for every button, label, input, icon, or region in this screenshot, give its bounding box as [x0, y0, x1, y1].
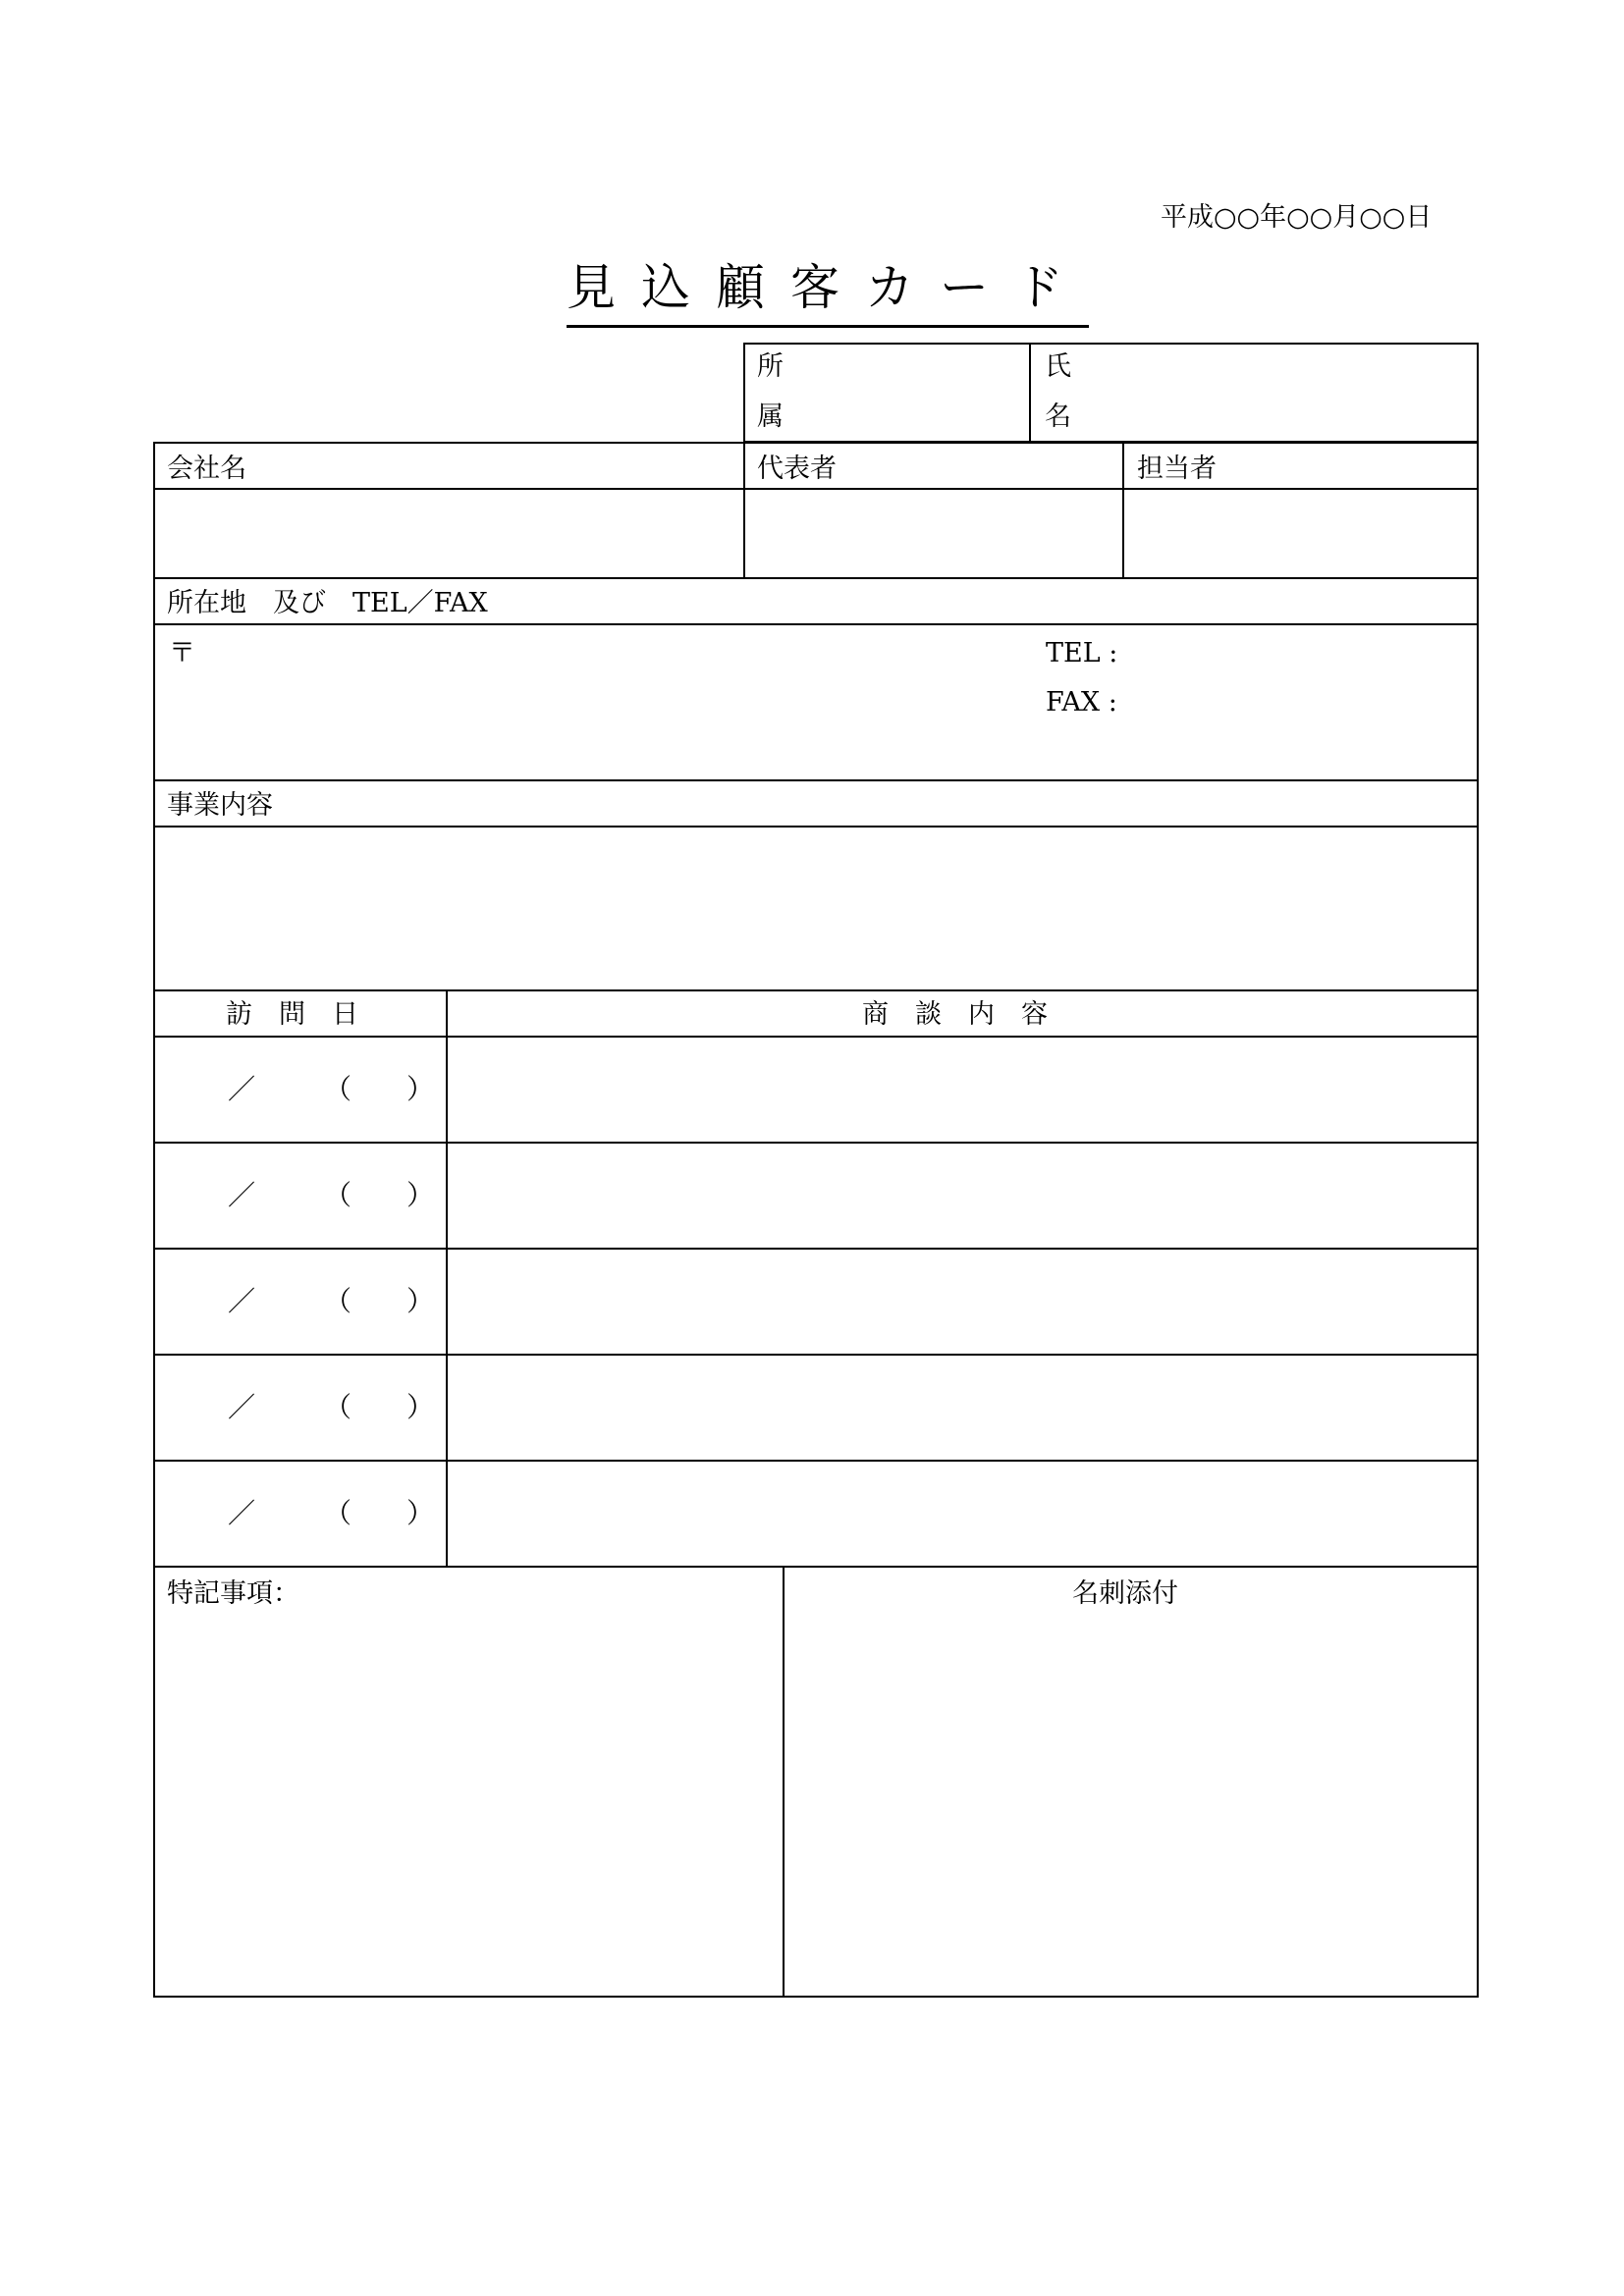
- representative-label: 代表者: [757, 454, 837, 484]
- rule: [153, 1566, 1479, 1568]
- business-card-label: 名刺添付: [1072, 1578, 1178, 1609]
- name-field[interactable]: [1080, 346, 1473, 440]
- tel-field[interactable]: [1129, 630, 1473, 671]
- dept-label-1: 所: [757, 351, 784, 382]
- rule: [446, 989, 448, 1566]
- visit-date-field[interactable]: [157, 1040, 442, 1140]
- rule: [783, 1566, 785, 1998]
- contact-person-field[interactable]: [1126, 492, 1475, 575]
- fax-label: FAX :: [1046, 687, 1117, 718]
- company-name-label: 会社名: [167, 454, 246, 484]
- visit-date-slash: ／: [228, 1391, 256, 1423]
- company-name-field[interactable]: [157, 492, 740, 575]
- visit-weekday-paren: （ ）: [324, 1285, 435, 1317]
- address-header: 所在地 及び TEL／FAX: [167, 588, 488, 618]
- visit-date-field[interactable]: [157, 1464, 442, 1564]
- tel-label: TEL :: [1046, 638, 1118, 668]
- visit-content-field[interactable]: [450, 1146, 1475, 1246]
- rule: [153, 577, 1479, 579]
- rule: [153, 1248, 1479, 1250]
- representative-field[interactable]: [747, 492, 1120, 575]
- rule: [153, 1036, 1479, 1038]
- rule: [153, 1354, 1479, 1356]
- dept-label-2: 属: [757, 401, 784, 432]
- form-date: 平成○○年○○月○○日: [1161, 202, 1433, 233]
- visit-date-slash: ／: [228, 1179, 256, 1211]
- name-label-2: 名: [1045, 401, 1071, 432]
- visit-weekday-paren: （ ）: [324, 1391, 435, 1423]
- notes-field[interactable]: [157, 1620, 778, 1993]
- postal-mark: 〒: [169, 638, 195, 668]
- notes-label: 特記事項：: [167, 1578, 299, 1609]
- dept-field[interactable]: [795, 346, 1021, 440]
- visit-date-slash: ／: [228, 1285, 256, 1317]
- form-title: 見込顧客カード: [567, 261, 1089, 328]
- visit-weekday-paren: （ ）: [324, 1179, 435, 1211]
- visit-content-field[interactable]: [450, 1358, 1475, 1458]
- rule: [153, 1142, 1479, 1144]
- rule: [1122, 442, 1124, 577]
- affiliation-divider: [1029, 343, 1031, 443]
- visit-date-field[interactable]: [157, 1146, 442, 1246]
- rule: [743, 442, 745, 577]
- visit-date-slash: ／: [228, 1073, 256, 1105]
- rule: [153, 989, 1479, 991]
- visit-weekday-paren: （ ）: [324, 1073, 435, 1105]
- business-field[interactable]: [157, 829, 1475, 987]
- fax-field[interactable]: [1129, 679, 1473, 721]
- rule: [153, 826, 1479, 828]
- visit-date-field[interactable]: [157, 1358, 442, 1458]
- name-label-1: 氏: [1045, 351, 1071, 382]
- business-card-area[interactable]: [787, 1620, 1475, 1993]
- business-header: 事業内容: [167, 790, 273, 821]
- visit-weekday-paren: （ ）: [324, 1497, 435, 1529]
- rule: [153, 779, 1479, 781]
- rule: [153, 1460, 1479, 1462]
- visit-date-slash: ／: [228, 1497, 256, 1529]
- rule: [153, 623, 1479, 625]
- visit-content-field[interactable]: [450, 1464, 1475, 1564]
- visit-date-header: 訪 問 日: [226, 999, 358, 1030]
- address-field[interactable]: [201, 628, 1026, 775]
- visit-content-header: 商 談 内 容: [862, 999, 1048, 1030]
- visit-content-field[interactable]: [450, 1252, 1475, 1352]
- rule: [153, 488, 1479, 490]
- visit-date-field[interactable]: [157, 1252, 442, 1352]
- visit-content-field[interactable]: [450, 1040, 1475, 1140]
- contact-person-label: 担当者: [1137, 454, 1217, 484]
